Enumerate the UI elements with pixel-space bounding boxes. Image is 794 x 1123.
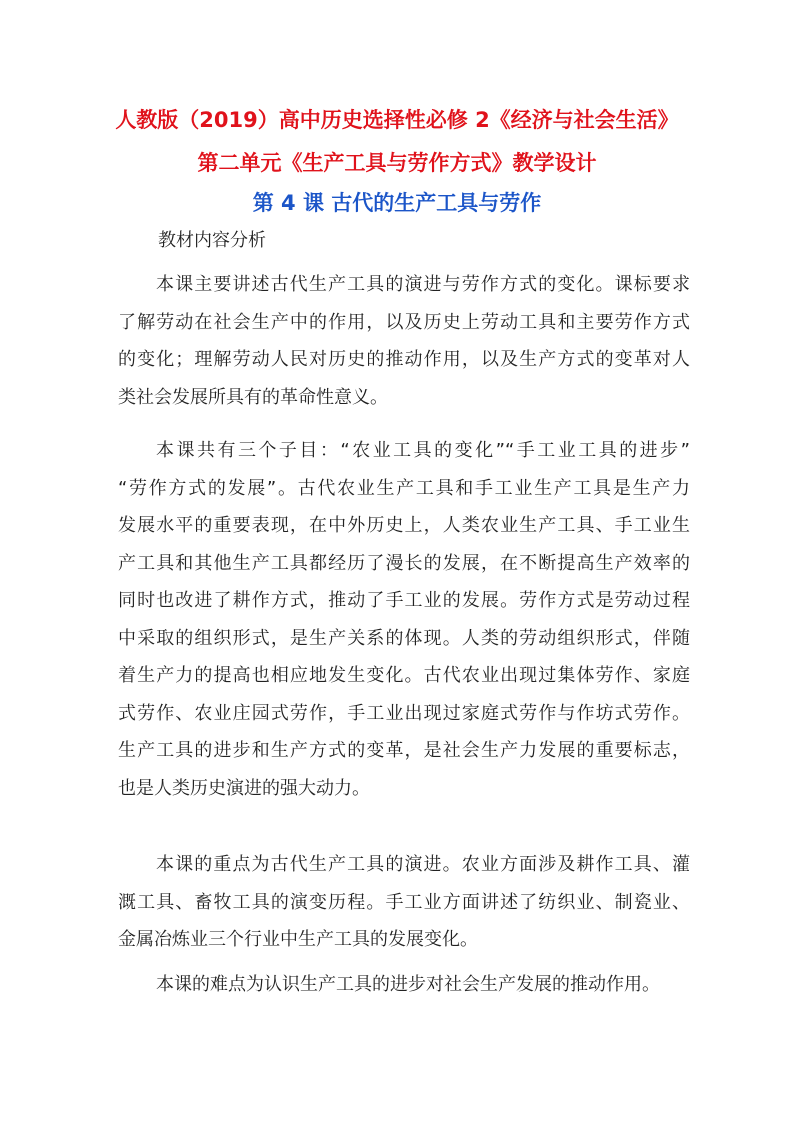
paragraph-line: 同时也改进了耕作方式，推动了手工业的发展。劳作方式是劳动过程 <box>118 590 690 611</box>
paragraph-line: 本课的难点为认识生产工具的进步对社会生产发展的推动作用。 <box>156 974 660 995</box>
paragraph-difficulties <box>118 966 690 1004</box>
paragraph-line: 本课共有三个子目：“农业工具的变化”“手工业工具的进步” <box>156 440 690 461</box>
paragraph-line: 中采取的组织形式，是生产关系的体现。人类的劳动组织形式，伴随 <box>118 627 690 649</box>
paragraph-line: 的变化；理解劳动人民对历史的推动作用，以及生产方式的变革对人 <box>118 349 690 370</box>
paragraph-line: “劳作方式的发展”。古代农业生产工具和手工业生产工具是生产力 <box>118 477 690 499</box>
unit-title: 第二单元《生产工具与劳作方式》教学设计 <box>197 151 597 175</box>
section-heading: 教材内容分析 <box>158 230 266 251</box>
paragraph-line: 发展水平的重要表现，在中外历史上，人类农业生产工具、手工业生 <box>118 515 690 536</box>
paragraph-course-overview <box>118 266 690 416</box>
paragraph-line: 溉工具、畜牧工具的演变历程。手工业方面讲述了纺织业、制瓷业、 <box>118 891 690 913</box>
paragraph-line: 本课的重点为古代生产工具的演进。农业方面涉及耕作工具、灌 <box>156 854 690 875</box>
paragraph-line: 本课主要讲述古代生产工具的演进与劳作方式的变化。课标要求 <box>156 274 690 295</box>
lesson-title: 第 4 课 古代的生产工具与劳作 <box>252 191 542 215</box>
document-title: 人教版（2019）高中历史选择性必修 2《经济与社会生活》 <box>115 108 679 132</box>
paragraph-line: 式劳作、农业庄园式劳作，手工业出现过家庭式劳作与作坊式劳作。 <box>118 702 690 724</box>
paragraph-line: 金属冶炼业三个行业中生产工具的发展变化。 <box>118 929 478 950</box>
paragraph-line: 了解劳动在社会生产中的作用，以及历史上劳动工具和主要劳作方式 <box>118 311 690 333</box>
paragraph-line: 也是人类历史演进的强大动力。 <box>118 777 370 799</box>
paragraph-line: 产工具和其他生产工具都经历了漫长的发展，在不断提高生产效率的 <box>118 552 690 574</box>
paragraph-line: 着生产力的提高也相应地发生变化。古代农业出现过集体劳作、家庭 <box>118 665 690 686</box>
paragraph-subtopics <box>118 432 690 807</box>
paragraph-line: 类社会发展所具有的革命性意义。 <box>118 386 388 408</box>
paragraph-line: 生产工具的进步和生产方式的变革，是社会生产力发展的重要标志， <box>118 740 690 761</box>
paragraph-key-points <box>118 846 690 959</box>
